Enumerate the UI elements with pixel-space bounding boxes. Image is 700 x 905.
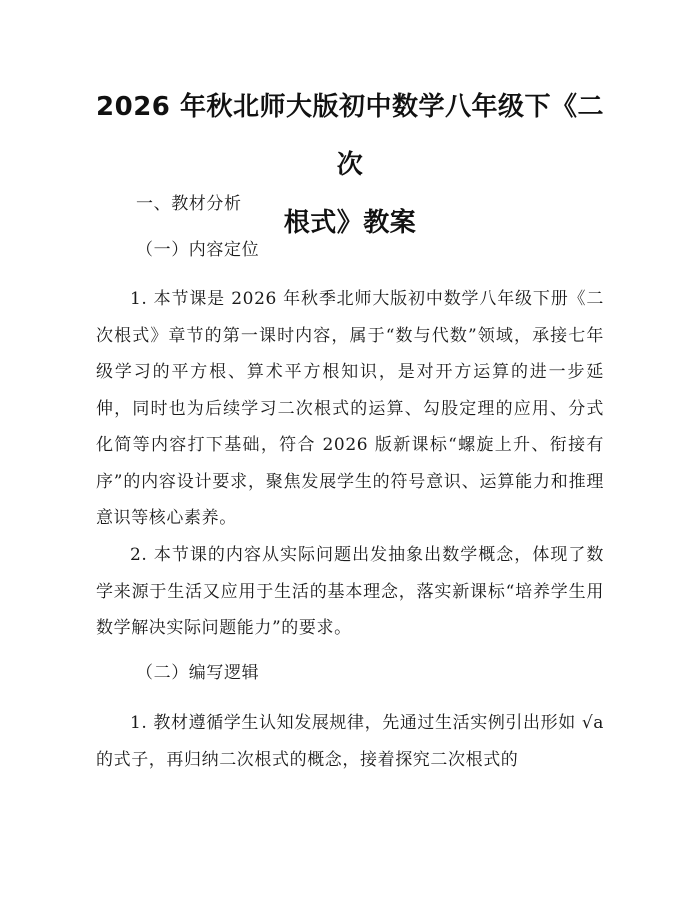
title-line-2: 根式》教案 [283, 208, 417, 238]
paragraph-content-positioning-1 [96, 281, 604, 537]
paragraph-content-positioning-2 [96, 537, 604, 647]
subsection-heading-writing-logic: （二）编写逻辑 [136, 663, 260, 683]
section-heading-materials-analysis: 一、教材分析 [136, 194, 242, 214]
title-line-1: 2026 年秋北师大版初中数学八年级下《二次 [96, 92, 604, 180]
paragraph-text: 1. 本节课是 2026 年秋季北师大版初中数学八年级下册《二次根式》章节的第一课时内容，属于“数与代数”领域，承接七年级学习的平方根、算术平方根知识，是对开方运算的进一步延伸，同时也为后续学习二次根式的运算、勾股定理的应用、分式化简等内容打下基础，符合 2026 版新课标“螺旋上升、衔接有序”的内容设计要求，聚焦发展学生的符号意识、运算能力和推理意识等核心素养。 [96, 289, 604, 528]
document-title [96, 78, 604, 252]
subsection-heading-content-positioning: （一）内容定位 [136, 240, 260, 260]
paragraph-text: 2. 本节课的内容从实际问题出发抽象出数学概念，体现了数学来源于生活又应用于生活的基本理念，落实新课标“培养学生用数学解决实际问题能力”的要求。 [96, 545, 604, 638]
paragraph-text: 1. 教材遵循学生认知发展规律，先通过生活实例引出形如 √a 的式子，再归纳二次根式的概念，接着探究二次根式的 [96, 713, 604, 770]
paragraph-writing-logic-1 [96, 705, 604, 778]
